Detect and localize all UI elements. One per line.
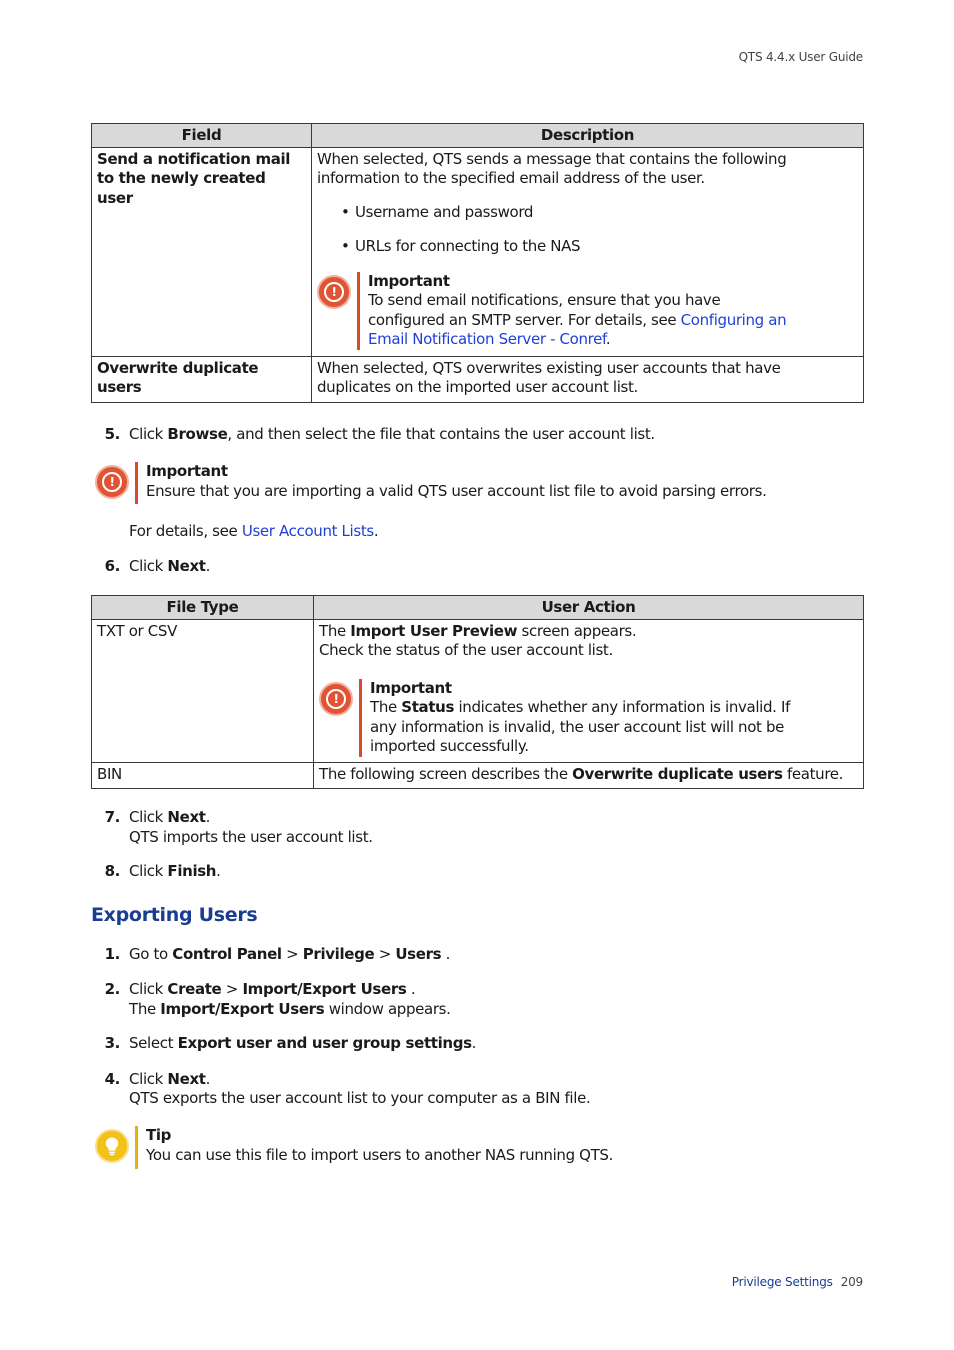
- details-text: For details, see User Account Lists.: [129, 522, 379, 540]
- section-heading: Exporting Users: [91, 904, 258, 926]
- table-row: [92, 762, 864, 789]
- table-header-file-type: File Type: [92, 596, 314, 620]
- field-description-table: [91, 123, 864, 403]
- important-note: [317, 272, 858, 350]
- note-title: Important: [146, 462, 228, 480]
- user-action-cell: The Import User Preview screen appears. Check the status of the user account list. ! Important The Status indicates whether any information is invalid. If any information is invalid, the user account list will not be imported successfully.: [314, 619, 864, 762]
- export-step-4: 4. Click Next. QTS exports the user account list to your computer as a BIN file.: [104, 1070, 591, 1107]
- note-bar: [135, 1126, 138, 1169]
- description-cell: [312, 147, 864, 356]
- page-header: QTS 4.4.x User Guide: [738, 50, 863, 64]
- note-text: To send email notifications, ensure that you have configured an SMTP server. For details, see Configuring an Email Notification Server - Conref.: [368, 291, 787, 348]
- user-account-lists-link[interactable]: User Account Lists: [241, 522, 374, 540]
- field-cell: Overwrite duplicate users: [92, 356, 312, 402]
- file-type-cell: TXT or CSV: [92, 619, 314, 762]
- tip-text: You can use this file to import users to another NAS running QTS.: [146, 1145, 614, 1164]
- footer-section: Privilege Settings: [731, 1275, 833, 1289]
- export-step-2: 2. Click Create > Import/Export Users . The Import/Export Users window appears.: [104, 980, 451, 1018]
- tip-lightbulb-icon: [95, 1129, 129, 1163]
- tip-title: Tip: [146, 1126, 172, 1144]
- table-header-field: Field: [92, 124, 312, 148]
- config-email-link[interactable]: Configuring an Email Notification Server - Conref: [368, 310, 787, 348]
- note-bar: [357, 272, 360, 350]
- note-bar: [135, 462, 138, 504]
- important-icon: !: [317, 275, 351, 309]
- tip-note: [95, 1126, 855, 1169]
- table-header-user-action: User Action: [314, 596, 864, 620]
- step-7: 7. Click Next. QTS imports the user account list.: [104, 808, 373, 846]
- export-step-3: 3. Select Export user and user group settings.: [104, 1034, 477, 1052]
- file-type-table: [91, 595, 864, 789]
- table-row: [92, 147, 864, 356]
- step-5: 5. Click Browse, and then select the file that contains the user account list.: [104, 425, 655, 443]
- important-icon: !: [319, 682, 353, 716]
- page-number: 209: [840, 1275, 863, 1289]
- note-text: Ensure that you are importing a valid QTS user account list file to avoid parsing errors.: [146, 481, 767, 500]
- important-icon: !: [95, 465, 129, 499]
- field-cell: Send a notification mail to the newly created user: [92, 147, 312, 356]
- note-bar: [359, 679, 362, 757]
- note-title: Important: [368, 271, 450, 290]
- note-text: The Status indicates whether any information is invalid. If any information is invalid, the user account list will not be imported successfully.: [370, 698, 791, 755]
- note-title: Important: [370, 678, 452, 697]
- user-action-cell: The following screen describes the Overwrite duplicate users feature.: [314, 762, 864, 789]
- export-step-1: 1. Go to Control Panel > Privilege > Users .: [104, 945, 451, 963]
- list-item: • Username and password: [341, 202, 534, 221]
- step-6: 6. Click Next.: [104, 557, 211, 575]
- table-header-description: Description: [312, 124, 864, 148]
- bullet-list: [317, 203, 858, 257]
- page-footer: [732, 1275, 863, 1289]
- table-row: [92, 619, 864, 762]
- important-note: [319, 679, 858, 757]
- file-type-cell: BIN: [92, 762, 314, 789]
- important-note: [95, 462, 855, 504]
- table-row: [92, 356, 864, 402]
- list-item: • URLs for connecting to the NAS: [341, 237, 581, 255]
- step-8: 8. Click Finish.: [104, 862, 221, 880]
- description-cell: When selected, QTS overwrites existing user accounts that have duplicates on the imported user account list.: [312, 356, 864, 402]
- description-text: When selected, QTS sends a message that contains the following information to the specified email address of the user.: [317, 149, 787, 187]
